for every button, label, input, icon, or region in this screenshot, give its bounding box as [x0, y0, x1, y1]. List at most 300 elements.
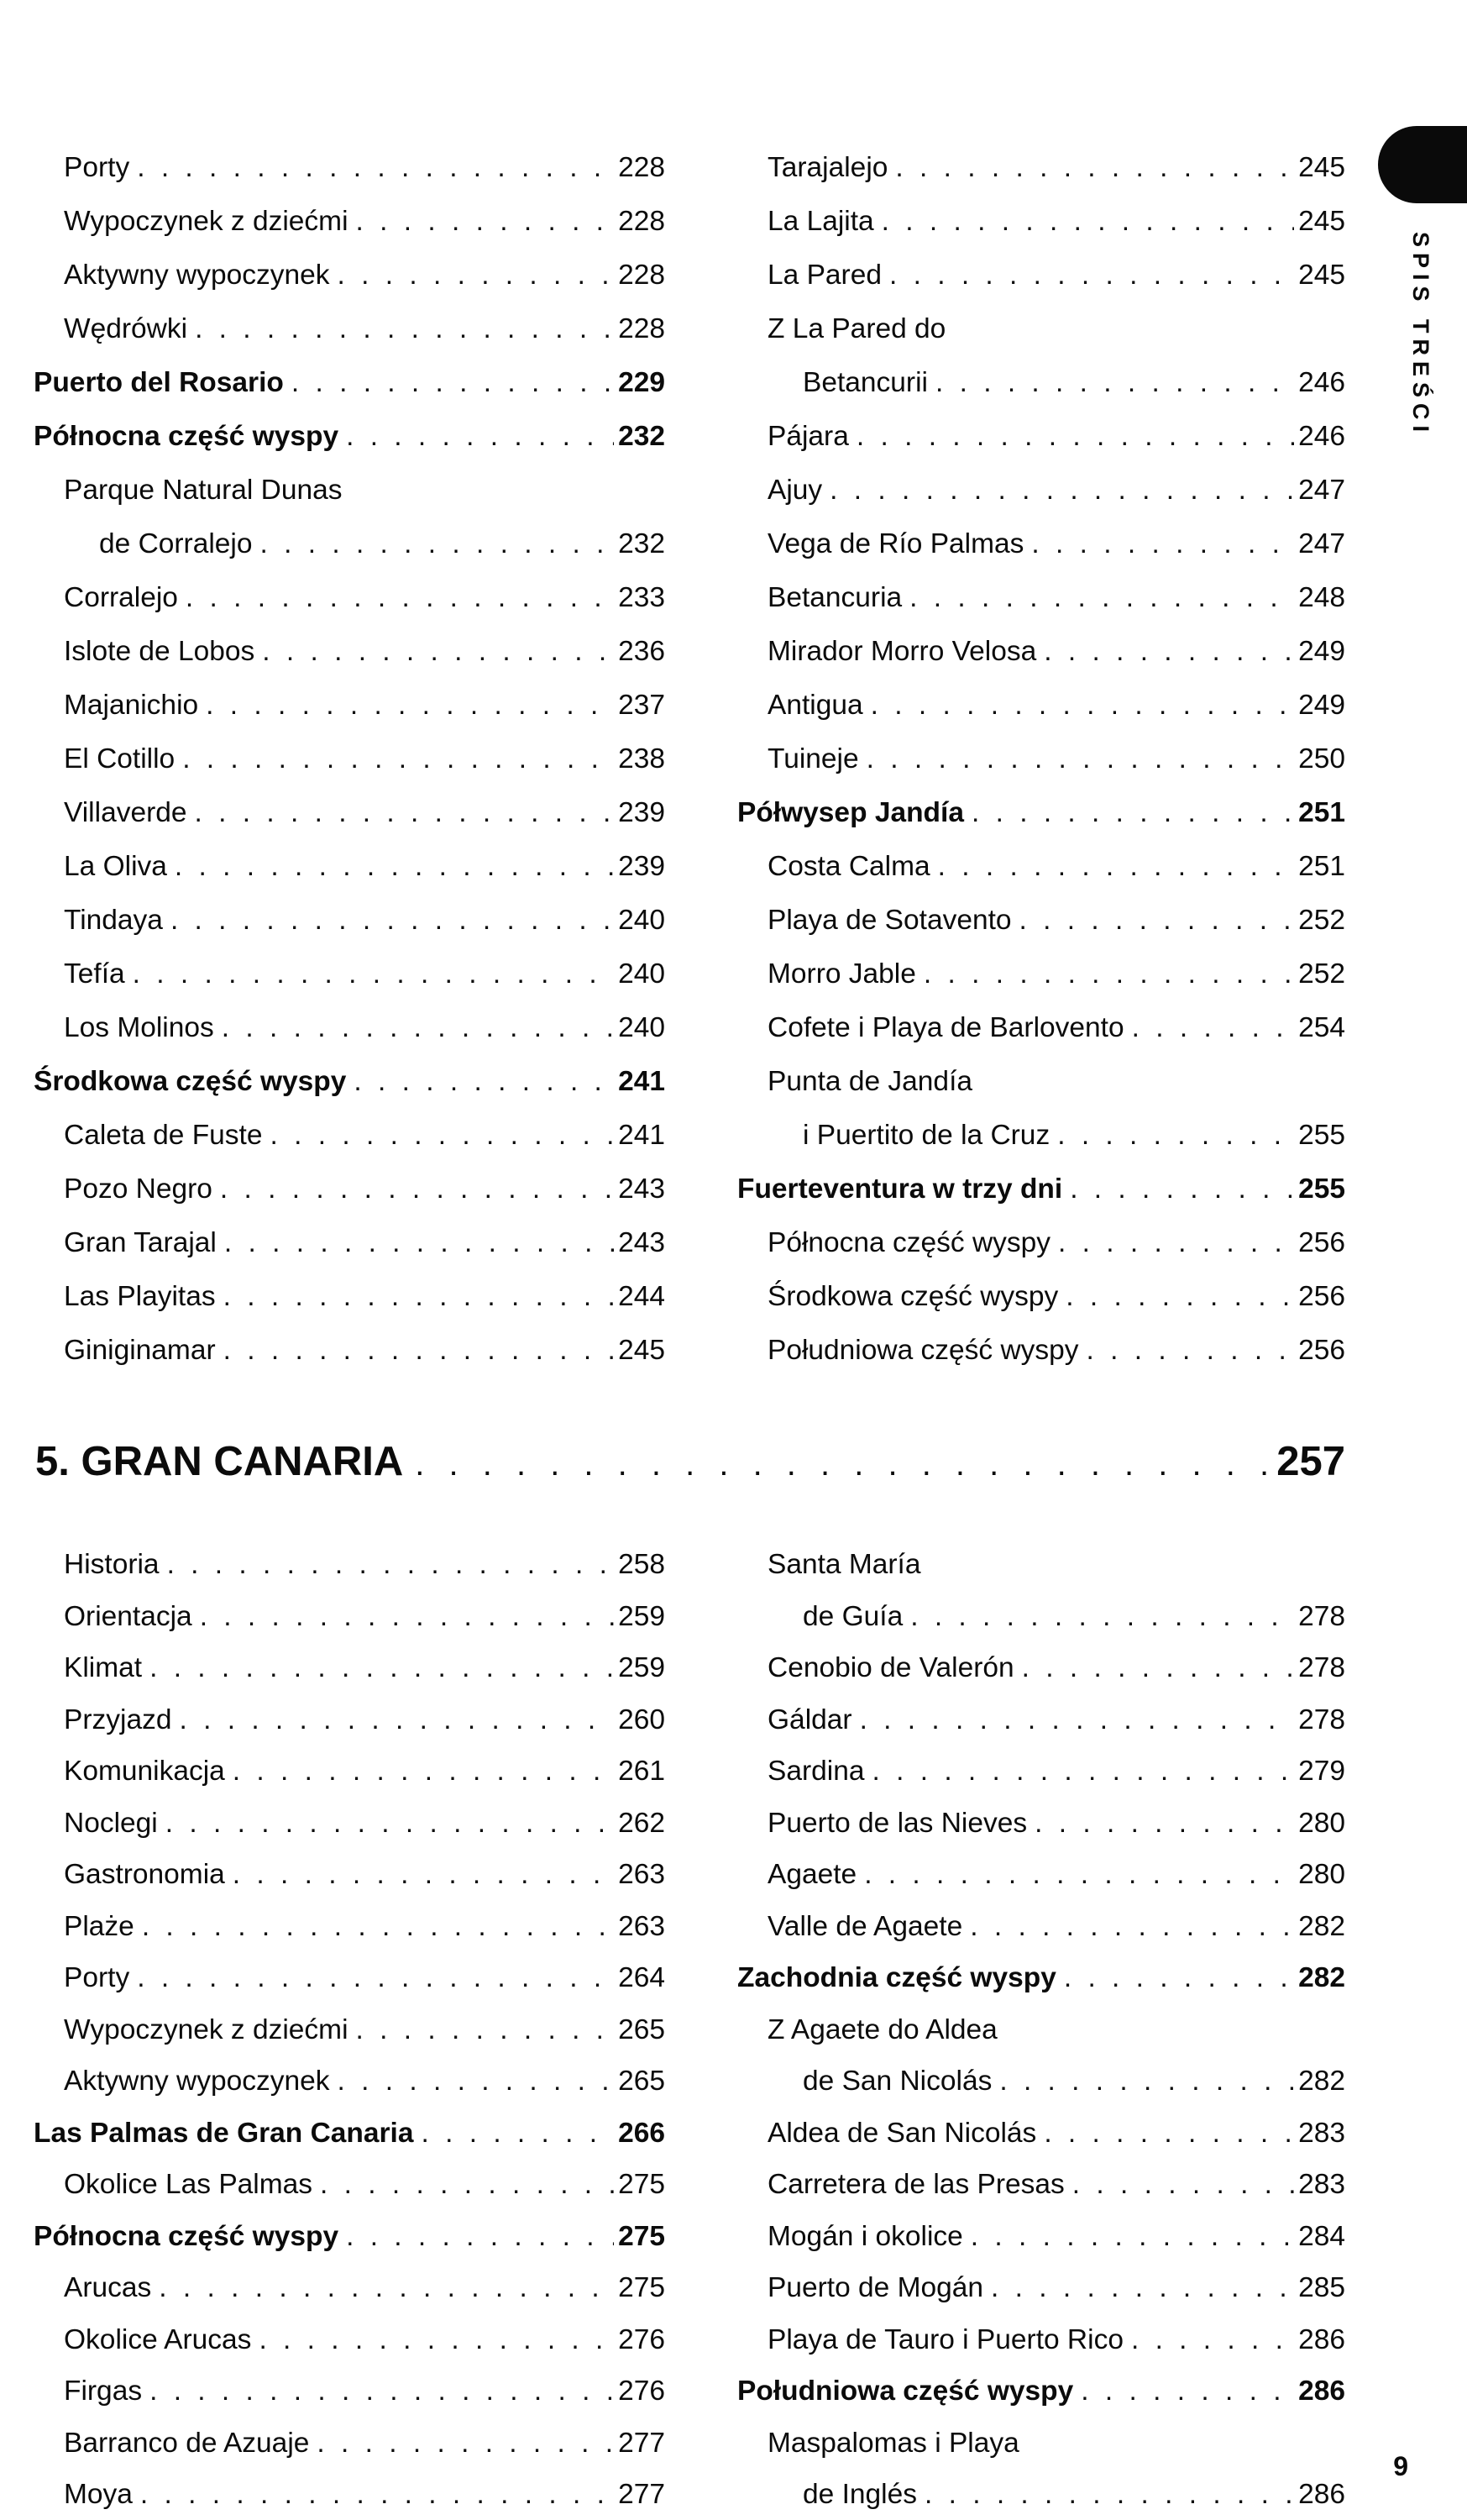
toc-entry-page: 237: [618, 690, 665, 721]
toc-entry-page: 282: [1298, 1910, 1345, 1942]
toc-entry-label: Moya: [64, 2479, 133, 2510]
toc-entry-page: 240: [618, 958, 665, 990]
chapter-heading-page: 257: [1276, 1439, 1345, 1484]
toc-entry: [34, 356, 665, 410]
toc-entry: [737, 464, 1345, 517]
dot-leader: [167, 1539, 615, 1591]
toc-entry-label: Gáldar: [768, 1704, 852, 1735]
dot-leader: [142, 1901, 614, 1953]
dot-leader: [935, 356, 1294, 410]
toc-entry: [34, 2211, 665, 2263]
toc-entry-page: 278: [1298, 1704, 1345, 1735]
toc-entry: [34, 1849, 665, 1901]
toc-entry-label: Antigua: [768, 690, 863, 721]
toc-entry-page: 250: [1298, 743, 1345, 774]
chapter-heading-title: 5. GRAN CANARIA: [35, 1439, 404, 1484]
toc-entry-page: 232: [618, 421, 665, 452]
dot-leader: [170, 894, 614, 948]
toc-entry-page: 280: [1298, 1807, 1345, 1839]
toc-entry: [737, 410, 1345, 464]
toc-entry: [34, 1901, 665, 1953]
toc-lower-left-column: [34, 1539, 665, 2520]
toc-entry-label: Z La Pared do: [768, 313, 946, 344]
dot-leader: [1064, 1952, 1294, 2004]
toc-entry: [34, 1270, 665, 1324]
toc-entry: [737, 1952, 1345, 2004]
toc-entry-page: 232: [618, 528, 665, 559]
dot-leader: [140, 2469, 614, 2520]
dot-leader: [860, 1694, 1295, 1746]
toc-entry-label: Zachodnia część wyspy: [737, 1962, 1056, 1993]
dot-leader: [1022, 1642, 1294, 1694]
toc-entry-page: 245: [1298, 206, 1345, 237]
toc-entry-page: 244: [618, 1281, 665, 1312]
toc-entry-label: Betancurii: [803, 367, 928, 398]
toc-entry-label: Historia: [64, 1549, 160, 1580]
dot-leader: [262, 625, 614, 679]
toc-entry-page: 251: [1298, 851, 1345, 882]
toc-entry: [737, 1539, 1345, 1591]
toc-entry-page: 246: [1298, 367, 1345, 398]
dot-leader: [1066, 1270, 1294, 1324]
toc-entry: [737, 732, 1345, 786]
toc-entry-label: Betancuria: [768, 582, 903, 613]
toc-entry-label: Okolice Arucas: [64, 2323, 252, 2355]
dot-leader: [175, 840, 614, 894]
toc-entry: [34, 1591, 665, 1643]
dot-leader: [354, 1055, 614, 1109]
toc-entry-page: 280: [1298, 1859, 1345, 1890]
toc-entry: [737, 1270, 1345, 1324]
toc-entry-label: Costa Calma: [768, 851, 930, 882]
dot-leader: [179, 1694, 614, 1746]
toc-entry-page: 240: [618, 1012, 665, 1043]
toc-entry-page: 256: [1298, 1227, 1345, 1258]
toc-entry-label: Puerto del Rosario: [34, 367, 284, 398]
toc-entry-label: Carretera de las Presas: [768, 2169, 1065, 2200]
toc-entry-page: 278: [1298, 1600, 1345, 1632]
toc-entry-label: Pájara: [768, 421, 849, 452]
toc-entry-label: Playa de Tauro i Puerto Rico: [768, 2323, 1124, 2355]
toc-entry-label: Środkowa część wyspy: [768, 1281, 1059, 1312]
toc-entry-page: 241: [618, 1120, 665, 1151]
dot-leader: [206, 679, 614, 732]
toc-entry: [737, 2418, 1345, 2470]
toc-entry: [737, 2469, 1345, 2520]
dot-leader: [291, 356, 614, 410]
dot-leader: [195, 786, 615, 840]
dot-leader: [220, 1163, 614, 1216]
dot-leader: [1044, 2108, 1294, 2160]
dot-leader: [346, 410, 614, 464]
toc-entry-page: 245: [1298, 260, 1345, 291]
toc-entry-page: 243: [618, 1173, 665, 1205]
dot-leader: [338, 2055, 615, 2108]
toc-entry: [34, 1694, 665, 1746]
dot-leader: [1019, 894, 1295, 948]
toc-entry-label: La Pared: [768, 260, 882, 291]
toc-entry-label: Aktywny wypoczynek: [64, 260, 330, 291]
toc-entry-label: Mirador Morro Velosa: [768, 636, 1037, 667]
dot-leader: [938, 840, 1294, 894]
chapter-heading: [35, 1438, 1345, 1485]
toc-entry: [737, 2365, 1345, 2418]
dot-leader: [971, 2211, 1294, 2263]
toc-entry-page: 283: [1298, 2117, 1345, 2149]
toc-entry-label: Las Playitas: [64, 1281, 216, 1312]
toc-entry-page: 278: [1298, 1652, 1345, 1683]
toc-lower-right-column: [737, 1539, 1345, 2520]
dot-leader: [1131, 2314, 1294, 2366]
toc-entry: [737, 1109, 1345, 1163]
toc-entry-label: El Cotillo: [64, 743, 176, 774]
dot-leader: [223, 1324, 614, 1378]
toc-entry-label: Pozo Negro: [64, 1173, 212, 1205]
toc-entry-page: 275: [618, 2272, 665, 2303]
toc-entry-label: Sardina: [768, 1756, 865, 1787]
toc-entry-page: 255: [1298, 1173, 1345, 1205]
toc-entry: [737, 2262, 1345, 2314]
toc-entry: [34, 302, 665, 356]
dot-leader: [317, 2418, 614, 2470]
dot-leader: [924, 948, 1294, 1001]
toc-entry-label: Gastronomia: [64, 1859, 225, 1890]
toc-entry-label: Majanichio: [64, 690, 199, 721]
toc-entry-page: 256: [1298, 1281, 1345, 1312]
toc-entry-label: Mogán i okolice: [768, 2220, 963, 2252]
toc-entry-page: 251: [1298, 797, 1345, 828]
toc-entry: [34, 2418, 665, 2470]
toc-entry: [737, 1055, 1345, 1109]
toc-entry-label: Las Palmas de Gran Canaria: [34, 2117, 414, 2149]
toc-entry-page: 282: [1298, 2066, 1345, 2097]
toc-entry-label: Przyjazd: [64, 1704, 172, 1735]
toc-entry-page: 286: [1298, 2376, 1345, 2407]
toc-entry: [34, 571, 665, 625]
toc-entry-label: Klimat: [64, 1652, 143, 1683]
toc-entry: [737, 141, 1345, 195]
toc-entry-label: de Guía: [803, 1600, 904, 1632]
toc-entry-label: Puerto de las Nieves: [768, 1807, 1028, 1839]
dot-leader: [346, 2211, 614, 2263]
toc-entry-label: Vega de Río Palmas: [768, 528, 1024, 559]
toc-entry: [737, 1746, 1345, 1798]
dot-leader: [882, 195, 1294, 249]
toc-entry-label: Półwysep Jandía: [737, 797, 964, 828]
toc-entry: [737, 1591, 1345, 1643]
dot-leader: [223, 1270, 614, 1324]
toc-entry: [737, 1694, 1345, 1746]
toc-entry-page: 228: [618, 152, 665, 183]
toc-entry-label: Orientacja: [64, 1600, 192, 1632]
dot-leader: [871, 679, 1294, 732]
toc-entry: [34, 141, 665, 195]
toc-entry-page: 236: [618, 636, 665, 667]
toc-entry-label: Firgas: [64, 2376, 143, 2407]
toc-entry-label: Tarajalejo: [768, 152, 888, 183]
dot-leader: [182, 732, 614, 786]
dot-leader: [338, 249, 615, 302]
dot-leader: [857, 410, 1294, 464]
toc-entry-label: Corralejo: [64, 582, 178, 613]
toc-entry-page: 265: [618, 2066, 665, 2097]
toc-entry-page: 265: [618, 2013, 665, 2045]
dot-leader: [149, 2365, 614, 2418]
toc-entry-page: 286: [1298, 2323, 1345, 2355]
dot-leader: [149, 1642, 614, 1694]
toc-entry-label: Z Agaete do Aldea: [768, 2013, 998, 2045]
dot-leader: [356, 195, 615, 249]
toc-entry: [34, 1216, 665, 1270]
toc-entry: [737, 679, 1345, 732]
toc-entry-label: Aktywny wypoczynek: [64, 2066, 330, 2097]
toc-entry: [737, 517, 1345, 571]
dot-leader: [233, 1849, 614, 1901]
dot-leader: [867, 732, 1294, 786]
toc-entry-label: Tuineje: [768, 743, 859, 774]
toc-entry: [34, 840, 665, 894]
dot-leader: [872, 1746, 1294, 1798]
toc-entry: [34, 2314, 665, 2366]
toc-entry-page: 241: [618, 1066, 665, 1097]
dot-leader: [830, 464, 1294, 517]
toc-entry: [737, 2108, 1345, 2160]
dot-leader: [889, 249, 1294, 302]
dot-leader: [1081, 2365, 1294, 2418]
dot-leader: [970, 1901, 1294, 1953]
dot-leader: [133, 948, 614, 1001]
toc-entry-label: Tefía: [64, 958, 125, 990]
toc-entry: [34, 195, 665, 249]
dot-leader: [415, 1446, 1270, 1483]
toc-entry-label: Punta de Jandía: [768, 1066, 973, 1097]
dot-leader: [999, 2055, 1294, 2108]
toc-entry-page: 279: [1298, 1756, 1345, 1787]
toc-entry-page: 277: [618, 2479, 665, 2510]
toc-entry-page: 255: [1298, 1120, 1345, 1151]
toc-lower-section: [34, 1539, 1345, 2520]
toc-entry: [737, 625, 1345, 679]
dot-leader: [1070, 1163, 1294, 1216]
dot-leader: [1072, 2159, 1294, 2211]
toc-entry-label: Porty: [64, 1962, 130, 1993]
toc-entry: [34, 786, 665, 840]
toc-entry-label: Gran Tarajal: [64, 1227, 217, 1258]
toc-entry-label: Puerto de Mogán: [768, 2272, 984, 2303]
toc-entry: [34, 2159, 665, 2211]
toc-entry-label: Ajuy: [768, 475, 823, 506]
dot-leader: [1132, 1001, 1295, 1055]
toc-entry: [34, 1952, 665, 2004]
toc-entry-label: Caleta de Fuste: [64, 1120, 263, 1151]
dot-leader: [1058, 1216, 1294, 1270]
toc-entry-page: 229: [618, 367, 665, 398]
toc-entry-label: Południowa część wyspy: [737, 2376, 1074, 2407]
toc-entry-page: 228: [618, 313, 665, 344]
toc-entry-page: 254: [1298, 1012, 1345, 1043]
toc-entry-page: 262: [618, 1807, 665, 1839]
toc-entry-label: Playa de Sotavento: [768, 905, 1012, 936]
dot-leader: [259, 2314, 614, 2366]
toc-entry-label: Wędrówki: [64, 313, 188, 344]
toc-entry-page: 285: [1298, 2272, 1345, 2303]
toc-entry: [737, 195, 1345, 249]
dot-leader: [165, 1798, 614, 1850]
toc-entry-page: 261: [618, 1756, 665, 1787]
toc-entry-label: Valle de Agaete: [768, 1910, 963, 1942]
toc-entry: [34, 249, 665, 302]
toc-entry-page: 249: [1298, 690, 1345, 721]
toc-entry-label: Islote de Lobos: [64, 636, 255, 667]
dot-leader: [421, 2108, 614, 2160]
dot-leader: [1044, 625, 1294, 679]
toc-entry: [737, 1642, 1345, 1694]
toc-entry: [737, 948, 1345, 1001]
dot-leader: [200, 1591, 614, 1643]
toc-entry: [34, 1001, 665, 1055]
toc-entry-label: Cenobio de Valerón: [768, 1652, 1014, 1683]
toc-entry: [34, 1539, 665, 1591]
toc-entry: [737, 302, 1345, 356]
dot-leader: [233, 1746, 614, 1798]
toc-entry: [34, 2108, 665, 2160]
toc-entry-label: de Inglés: [803, 2479, 917, 2510]
toc-entry-page: 283: [1298, 2169, 1345, 2200]
dot-leader: [1057, 1109, 1294, 1163]
toc-entry-label: Los Molinos: [64, 1012, 214, 1043]
toc-entry-page: 243: [618, 1227, 665, 1258]
toc-entry-page: 277: [618, 2427, 665, 2459]
toc-entry-page: 233: [618, 582, 665, 613]
toc-entry-label: Parque Natural Dunas: [64, 475, 343, 506]
toc-entry-label: de Corralejo: [99, 528, 253, 559]
toc-entry: [34, 517, 665, 571]
toc-entry-page: 252: [1298, 905, 1345, 936]
toc-entry-label: Północna część wyspy: [768, 1227, 1051, 1258]
toc-entry-page: 276: [618, 2376, 665, 2407]
toc-entry: [34, 625, 665, 679]
dot-leader: [1031, 517, 1294, 571]
toc-entry-page: 258: [618, 1549, 665, 1580]
toc-entry-page: 228: [618, 206, 665, 237]
toc-entry-label: Tindaya: [64, 905, 163, 936]
dot-leader: [137, 141, 614, 195]
toc-entry: [34, 1055, 665, 1109]
toc-entry: [737, 1324, 1345, 1378]
toc-entry: [34, 2055, 665, 2108]
toc-entry-label: Maspalomas i Playa: [768, 2427, 1019, 2459]
dot-leader: [910, 1591, 1294, 1643]
dot-leader: [270, 1109, 615, 1163]
dot-leader: [1035, 1798, 1294, 1850]
toc-entry: [34, 679, 665, 732]
toc-entry-label: Noclegi: [64, 1807, 158, 1839]
toc-entry: [34, 1109, 665, 1163]
toc-entry: [34, 1163, 665, 1216]
toc-entry-page: 259: [618, 1600, 665, 1632]
toc-entry-label: Agaete: [768, 1859, 857, 1890]
toc-entry-label: Fuerteventura w trzy dni: [737, 1173, 1063, 1205]
dot-leader: [186, 571, 614, 625]
toc-entry-page: 260: [618, 1704, 665, 1735]
toc-entry-label: Środkowa część wyspy: [34, 1066, 347, 1097]
toc-entry-page: 238: [618, 743, 665, 774]
toc-entry: [737, 1216, 1345, 1270]
edge-tab-label: SPIS TREŚCI: [1408, 232, 1433, 438]
toc-entry-page: 263: [618, 1910, 665, 1942]
dot-leader: [895, 141, 1294, 195]
toc-entry-label: Cofete i Playa de Barlovento: [768, 1012, 1124, 1043]
dot-leader: [356, 2004, 615, 2056]
toc-entry: [737, 1798, 1345, 1850]
toc-entry: [737, 1163, 1345, 1216]
toc-entry: [737, 2314, 1345, 2366]
toc-entry-page: 245: [618, 1335, 665, 1366]
toc-entry-label: Morro Jable: [768, 958, 916, 990]
edge-tab: [1378, 126, 1467, 203]
toc-entry-label: Wypoczynek z dziećmi: [64, 2013, 348, 2045]
toc-entry-page: 249: [1298, 636, 1345, 667]
toc-entry-page: 252: [1298, 958, 1345, 990]
dot-leader: [864, 1849, 1294, 1901]
toc-entry-label: i Puertito de la Cruz: [803, 1120, 1050, 1151]
toc-entry-label: Villaverde: [64, 797, 187, 828]
toc-entry-page: 276: [618, 2323, 665, 2355]
toc-entry-label: La Lajita: [768, 206, 874, 237]
toc-entry-page: 239: [618, 851, 665, 882]
toc-entry: [737, 1001, 1345, 1055]
dot-leader: [972, 786, 1294, 840]
toc-entry-page: 275: [618, 2169, 665, 2200]
toc-entry-label: Północna część wyspy: [34, 421, 339, 452]
toc-entry-page: 256: [1298, 1335, 1345, 1366]
toc-entry-page: 240: [618, 905, 665, 936]
toc-entry-label: Barranco de Azuaje: [64, 2427, 310, 2459]
toc-entry: [34, 1642, 665, 1694]
toc-entry: [737, 1901, 1345, 1953]
toc-entry: [34, 1746, 665, 1798]
dot-leader: [320, 2159, 614, 2211]
toc-entry-page: 284: [1298, 2220, 1345, 2252]
toc-entry-page: 245: [1298, 152, 1345, 183]
toc-entry-page: 286: [1298, 2479, 1345, 2510]
toc-entry: [34, 2262, 665, 2314]
dot-leader: [259, 517, 614, 571]
toc-entry-page: 239: [618, 797, 665, 828]
toc-entry: [737, 249, 1345, 302]
toc-entry-page: 246: [1298, 421, 1345, 452]
toc-entry-page: 247: [1298, 475, 1345, 506]
toc-entry: [737, 356, 1345, 410]
toc-entry-page: 228: [618, 260, 665, 291]
toc-entry: [737, 1849, 1345, 1901]
toc-entry-page: 266: [618, 2117, 665, 2149]
toc-entry: [34, 2004, 665, 2056]
toc-entry: [34, 1798, 665, 1850]
toc-entry-label: de San Nicolás: [803, 2066, 993, 2097]
toc-entry-label: Okolice Las Palmas: [64, 2169, 313, 2200]
toc-entry: [34, 948, 665, 1001]
toc-entry: [34, 410, 665, 464]
toc-entry-page: 282: [1298, 1962, 1345, 1993]
toc-entry: [737, 840, 1345, 894]
toc-entry-label: Komunikacja: [64, 1756, 225, 1787]
dot-leader: [991, 2262, 1294, 2314]
toc-entry-page: 264: [618, 1962, 665, 1993]
toc-upper-right-column: [737, 141, 1345, 1378]
toc-entry: [737, 2004, 1345, 2056]
toc-entry-page: 247: [1298, 528, 1345, 559]
